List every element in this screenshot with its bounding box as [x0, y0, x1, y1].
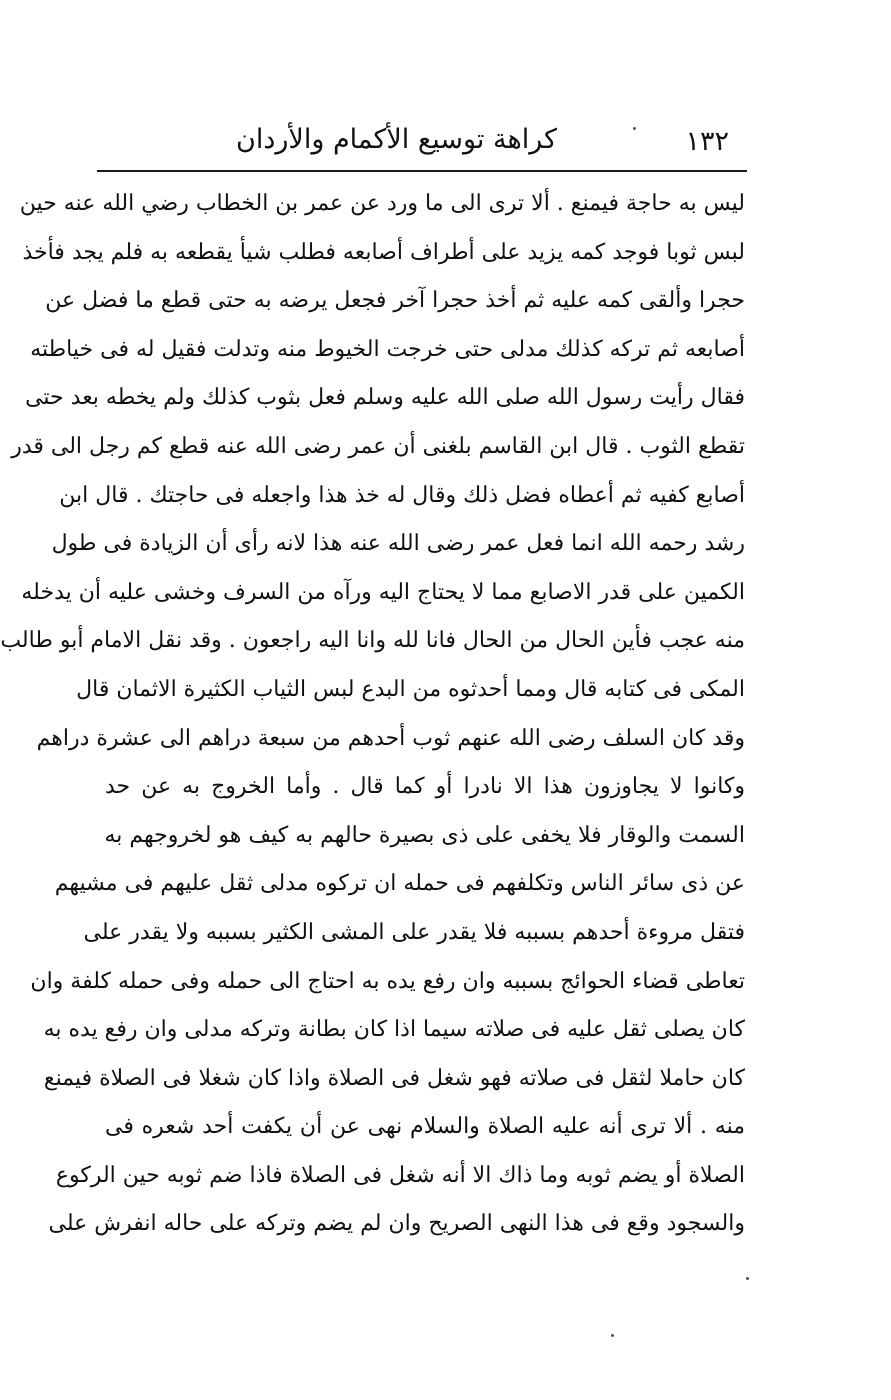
text-line: أصابعه ثم تركه كذلك مدلى حتى خرجت الخيوط منه وتدلت فقيل له فى خياطته: [30, 336, 745, 362]
text-line: لبس ثوبا فوجد كمه يزيد على أطراف أصابعه فطلب شيأ يقطعه به فلم يجد فأخذ: [22, 239, 745, 265]
running-title: كراهة توسيع الأكمام والأردان: [236, 124, 557, 155]
text-line: ليس به حاجة فيمنع . ألا ترى الى ما ورد عن عمر بن الخطاب رضي الله عنه حين: [19, 191, 745, 216]
text-line: فتقل مروءة أحدهم بسببه فلا يقدر على المشى الكثير بسببه ولا يقدر على: [83, 919, 745, 945]
text-line: الصلاة أو يضم ثوبه وما ذاك الا أنه شغل فى الصلاة فاذا ضم ثوبه حين الركوع: [55, 1162, 745, 1188]
scan-speck: [611, 1334, 614, 1337]
text-line: حجرا وألقى كمه عليه ثم أخذ حجرا آخر فجعل يرضه به حتى قطع ما فضل عن: [45, 288, 745, 314]
text-line: والسجود وقع فى هذا النهى الصريح وان لم يضم وتركه على حاله انفرش على: [48, 1211, 745, 1237]
text-line: تقطع الثوب . قال ابن القاسم بلغنى أن عمر رضى الله عنه قطع كم رجل الى قدر: [11, 433, 745, 459]
scan-speck: [746, 1277, 749, 1280]
text-line: وكانوا لا يجاوزون هذا الا نادرا أو كما قال . وأما الخروج به عن حد: [105, 774, 745, 800]
text-line: عن ذى سائر الناس وتكلفهم فى حمله ان تركوه مدلى ثقل عليهم فى مشيهم: [54, 871, 745, 897]
body-text: [0, 180, 745, 1249]
text-line: فقال رأيت رسول الله صلى الله عليه وسلم فعل بثوب كذلك ولم يخطه بعد حتى: [25, 385, 745, 411]
page-header: [97, 118, 747, 168]
text-line: منه عجب فأين الحال من الحال فانا لله وانا اليه راجعون . وقد نقل الامام أبو طالب: [0, 628, 745, 654]
text-line: تعاطى قضاء الحوائج بسببه وان رفع يده به احتاج الى حمله وفى حمله كلفة وان: [30, 968, 745, 994]
page-number: ١٣٢: [685, 126, 729, 157]
text-line: الكمين على قدر الاصابع مما لا يحتاج اليه ورآه من السرف وخشى عليه أن يدخله: [21, 579, 745, 605]
scan-speck: [633, 127, 636, 130]
text-line: السمت والوقار فلا يخفى على ذى بصيرة حالهم به كيف هو لخروجهم به: [104, 822, 745, 848]
text-line: كان يصلى ثقل عليه فى صلاته سيما اذا كان بطانة وتركه مدلى وان رفع يده به: [43, 1017, 745, 1043]
text-line: رشد رحمه الله انما فعل عمر رضى الله عنه هذا لانه رأى أن الزيادة فى طول: [51, 531, 745, 557]
text-line: المكى فى كتابه قال ومما أحدثوه من البدع لبس الثياب الكثيرة الاثمان قال: [76, 676, 745, 702]
text-line: منه . ألا ترى أنه عليه الصلاة والسلام نهى عن أن يكفت أحد شعره فى: [105, 1114, 745, 1140]
text-line: وقد كان السلف رضى الله عنهم ثوب أحدهم من سبعة دراهم الى عشرة دراهم: [36, 725, 745, 751]
header-rule: [97, 170, 747, 172]
text-line: كان حاملا لثقل فى صلاته فهو شغل فى الصلاة واذا كان شغلا فى الصلاة فيمنع: [43, 1065, 745, 1091]
text-line: أصابع كفيه ثم أعطاه فضل ذلك وقال له خذ هذا واجعله فى حاجتك . قال ابن: [59, 482, 745, 508]
